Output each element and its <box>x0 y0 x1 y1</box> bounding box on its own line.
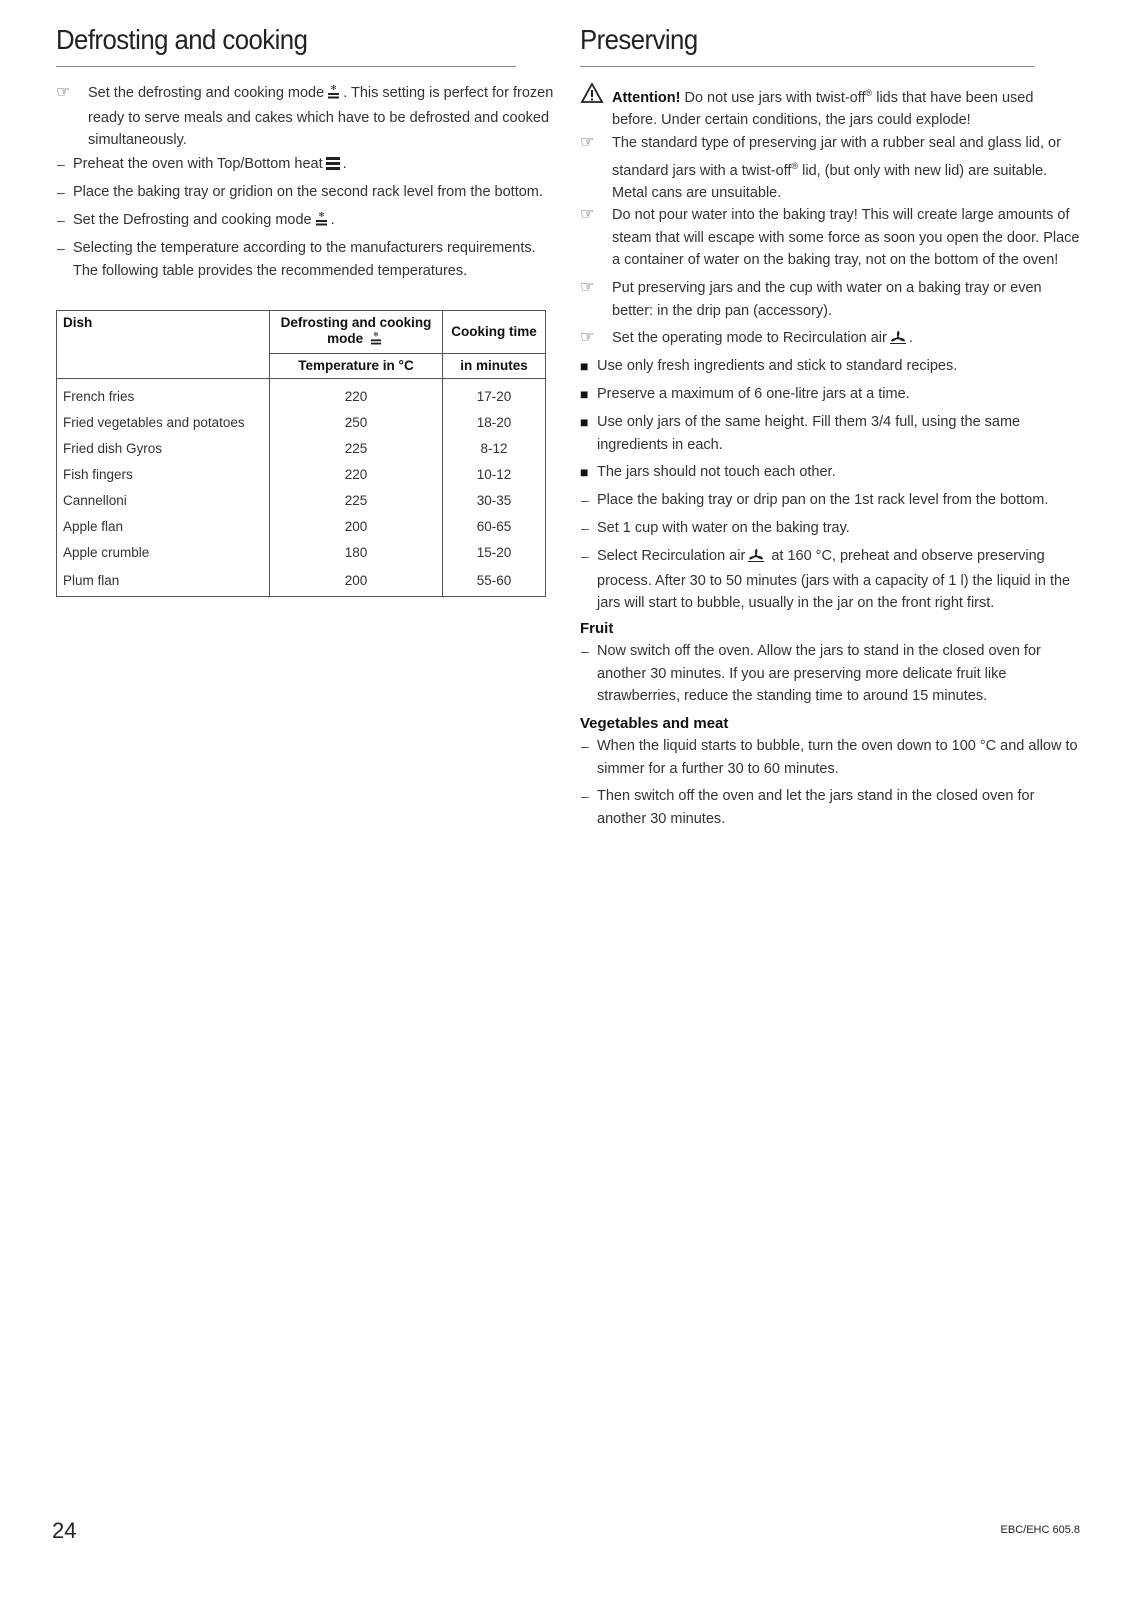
svg-text:✻: ✻ <box>330 84 337 92</box>
temperature-cell: 225 <box>270 436 443 462</box>
fruit-heading: Fruit <box>580 620 614 637</box>
dash-marker: – <box>581 738 589 754</box>
put-jars-note: ☞ Put preserving jars and the cup with water on a baking tray or even better: in the drip pan (accessory). <box>580 279 1042 319</box>
dash-marker: – <box>581 548 589 564</box>
pointing-hand-icon: ☞ <box>580 329 595 346</box>
dash-marker: – <box>57 156 65 172</box>
fruit-step: – Now switch off the oven. Allow the jars to stand in the closed oven for another 30 minutes. If you are preserving more delicate fruit like strawberries, reduce the standing time to around 15 minutes. <box>580 640 1080 708</box>
dash-marker: – <box>57 212 65 228</box>
time-cell: 60-65 <box>443 514 546 540</box>
col-header-time: Cooking time <box>443 311 546 354</box>
table-row <box>57 462 546 488</box>
bullet-fresh-ingredients: ■ Use only fresh ingredients and stick to standard recipes. <box>580 355 1080 378</box>
pointing-hand-icon: ☞ <box>580 279 595 296</box>
time-cell: 10-12 <box>443 462 546 488</box>
bullet-same-height: ■ Use only jars of the same height. Fill them 3/4 full, using the same ingredients in each. <box>580 411 1080 456</box>
time-cell: 55-60 <box>443 566 546 597</box>
vegetables-heading: Vegetables and meat <box>580 715 729 732</box>
step-recirculation: – Select Recirculation air at 160 °C, preheat and observe preserving process. After 30 to 50 minutes (jars with a capacity of 1 l) the liquid in the jars will start to bubble, usually in the jar on the front right first. <box>580 545 1080 615</box>
col-header-dish: Dish <box>57 311 270 379</box>
time-cell: 18-20 <box>443 410 546 436</box>
table-row <box>57 436 546 462</box>
col-header-mode: Defrosting and cooking mode ✻ <box>270 311 443 354</box>
square-bullet: ■ <box>580 358 589 374</box>
step-place-tray: – Place the baking tray or gridion on the second rack level from the bottom. <box>56 181 556 204</box>
page-number: 24 <box>52 1518 77 1543</box>
dash-marker: – <box>57 240 65 256</box>
temperature-cell: 200 <box>270 514 443 540</box>
time-cell: 8-12 <box>443 436 546 462</box>
dash-marker: – <box>581 492 589 508</box>
section-title-defrosting: Defrosting and cooking <box>56 24 516 67</box>
water-note: ☞ Do not pour water into the baking tray! This will create large amounts of steam that will escape with some force as soon you open the door. Place a container of water on the baking tray, not on the bottom of the oven! <box>580 206 1080 268</box>
svg-text:✻: ✻ <box>373 331 379 339</box>
dish-cell: French fries <box>57 379 270 410</box>
dish-cell: Apple crumble <box>57 540 270 566</box>
time-cell: 15-20 <box>443 540 546 566</box>
table-row <box>57 410 546 436</box>
sub-header-temperature: Temperature in °C <box>270 354 443 379</box>
step-cup-water: – Set 1 cup with water on the baking tray. <box>580 517 1080 540</box>
step-set-mode: – Set the Defrosting and cooking mode ✻ . <box>56 209 556 234</box>
sub-header-minutes: in minutes <box>443 354 546 379</box>
mode-note: ☞ Set the operating mode to Recirculation air . <box>580 327 1080 352</box>
pointing-hand-icon: ☞ <box>56 84 71 101</box>
vegetables-step-simmer: – When the liquid starts to bubble, turn the oven down to 100 °C and allow to simmer for a further 30 to 60 minutes. <box>580 735 1080 780</box>
dash-marker: – <box>581 643 589 659</box>
dash-marker: – <box>581 520 589 536</box>
jar-type-note: ☞ The standard type of preserving jar with a rubber seal and glass lid, or standard jars with a twist-off® lid, (but only with new lid) are suitable. Metal cans are unsuitable. <box>580 134 1061 201</box>
defrost-cook-icon <box>327 84 340 107</box>
dash-marker: – <box>581 788 589 804</box>
table-row <box>57 514 546 540</box>
temperature-cell: 220 <box>270 379 443 410</box>
dish-cell: Plum flan <box>57 566 270 597</box>
intro-note: ☞ Set the defrosting and cooking mode ✻ . This setting is perfect for frozen ready to serve meals and cakes which have to be defrosted and cooked simultaneously. <box>56 84 554 148</box>
temperature-cell: 220 <box>270 462 443 488</box>
section-title-preserving: Preserving <box>580 24 1034 67</box>
dash-marker: – <box>57 184 65 200</box>
fan-icon <box>890 329 906 352</box>
defrost-cook-table <box>56 310 546 597</box>
model-number: EBC/EHC 605.8 <box>1000 1524 1080 1536</box>
dish-cell: Apple flan <box>57 514 270 540</box>
warning-triangle-icon <box>580 82 610 104</box>
defrost-cook-icon <box>370 331 382 349</box>
table-row <box>57 540 546 566</box>
temperature-cell: 225 <box>270 488 443 514</box>
table-row <box>57 566 546 597</box>
bullet-no-touch: ■ The jars should not touch each other. <box>580 461 1080 484</box>
dish-cell: Cannelloni <box>57 488 270 514</box>
top-bottom-heat-icon <box>326 155 340 178</box>
fan-icon <box>748 547 764 570</box>
dish-cell: Fish fingers <box>57 462 270 488</box>
square-bullet: ■ <box>580 464 589 480</box>
step-preheat: – Preheat the oven with Top/Bottom heat . <box>56 153 556 178</box>
attention-note: Attention! Do not use jars with twist-off® lids that have been used before. Under certain conditions, the jars could explode! <box>580 82 1080 132</box>
temperature-cell: 250 <box>270 410 443 436</box>
dish-cell: Fried dish Gyros <box>57 436 270 462</box>
table-row <box>57 379 546 410</box>
temperature-cell: 180 <box>270 540 443 566</box>
bullet-max-jars: ■ Preserve a maximum of 6 one-litre jars at a time. <box>580 383 1080 406</box>
defrost-cook-icon <box>315 211 328 234</box>
svg-text:✻: ✻ <box>318 211 325 219</box>
square-bullet: ■ <box>580 386 589 402</box>
time-cell: 30-35 <box>443 488 546 514</box>
square-bullet: ■ <box>580 414 589 430</box>
pointing-hand-icon: ☞ <box>580 134 595 151</box>
table-row <box>57 488 546 514</box>
vegetables-step-stand: – Then switch off the oven and let the jars stand in the closed oven for another 30 minutes. <box>580 785 1080 830</box>
time-cell: 17-20 <box>443 379 546 410</box>
step-place-drip-pan: – Place the baking tray or drip pan on the 1st rack level from the bottom. <box>580 489 1080 512</box>
temperature-cell: 200 <box>270 566 443 597</box>
dish-cell: Fried vegetables and potatoes <box>57 410 270 436</box>
pointing-hand-icon: ☞ <box>580 206 595 223</box>
step-temperature: – Selecting the temperature according to the manufacturers requirements. The following table provides the recommended temperatures. <box>56 237 556 282</box>
